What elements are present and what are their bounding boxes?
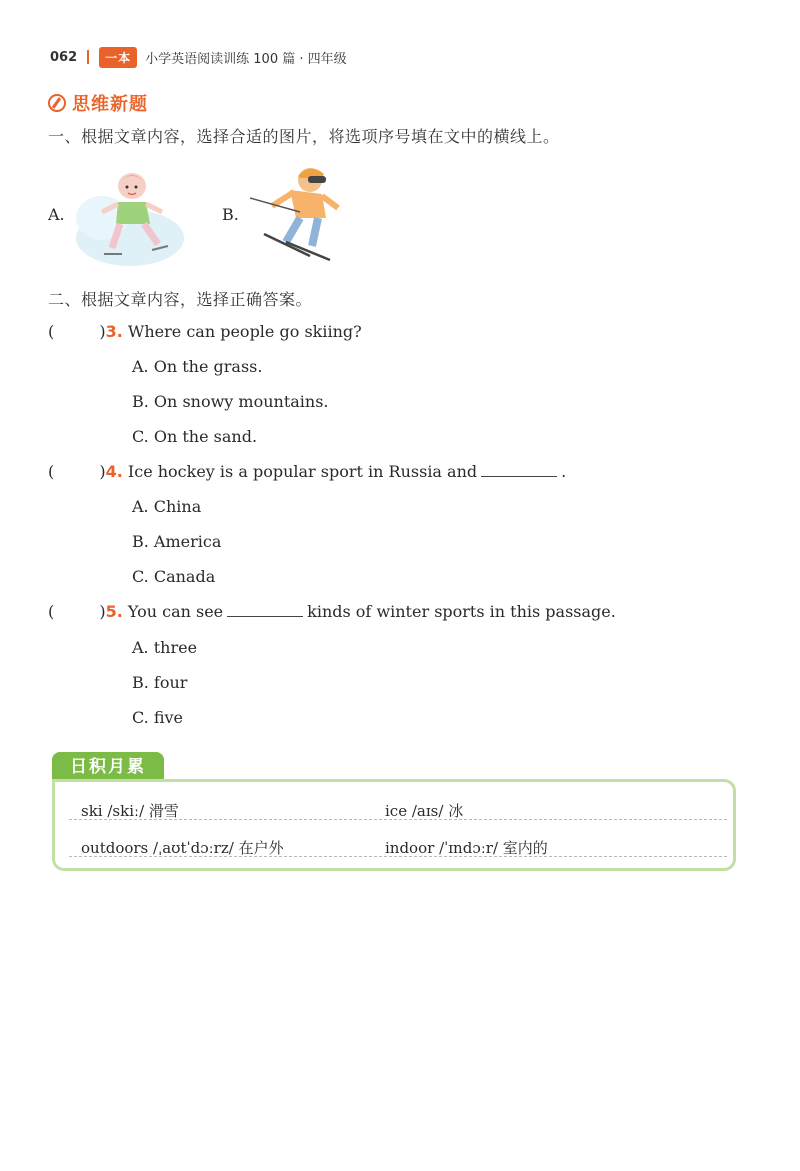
vocab-title: 日积月累 [70,757,146,777]
vocab-word: indoor [385,839,435,857]
choice-3c: C. On the sand. [132,427,258,446]
section-title: 思维新题 [72,94,148,115]
vocab-divider [69,819,727,820]
choice-5a: A. three [132,638,198,657]
vocab-word: outdoors [81,839,149,857]
question-text-before: You can see [127,602,224,621]
vocab-item [81,837,284,858]
part1-instruction: 一、根据文章内容，选择合适的图片，将选项序号填在文中的横线上。 [48,127,560,146]
question-5 [48,602,616,621]
vocab-ipa: /ˌaʊtˈdɔːrz/ [153,839,234,857]
choice-4c: C. Canada [132,567,216,586]
vocab-word: ski [81,802,103,820]
option-a-label: A. [48,205,65,224]
vocab-meaning: 滑雪 [148,802,179,820]
question-number: 3. [105,322,123,341]
question-number: 4. [105,462,123,481]
page-number: 062 [50,49,78,65]
choice-5c: C. five [132,708,184,727]
choice-5b: B. four [132,673,188,692]
vocab-meaning: 在户外 [238,839,284,857]
answer-paren-close: ) [99,322,106,341]
brand-badge: 一本 [99,47,137,68]
answer-paren-open: ( [48,602,55,621]
answer-blank [481,462,557,477]
header-divider [87,50,89,64]
question-text-after: . [561,462,567,481]
part2-instruction: 二、根据文章内容，选择正确答案。 [48,290,313,309]
vocab-item [385,837,548,858]
vocab-tab [52,752,164,782]
choice-3a: A. On the grass. [132,357,263,376]
choice-4a: A. China [132,497,202,516]
question-3 [48,322,362,341]
question-text: Where can people go skiing? [127,322,362,341]
skier-illustration [250,160,346,266]
vocab-meaning: 冰 [448,802,464,820]
vocab-meaning: 室内的 [502,839,548,857]
book-title: 小学英语阅读训练 100 篇 · 四年级 [145,51,347,67]
vocab-word: ice [385,802,408,820]
vocab-ipa: /skiː/ [107,802,145,820]
question-number: 5. [105,602,123,621]
question-text-before: Ice hockey is a popular sport in Russia and [127,462,478,481]
answer-paren-open: ( [48,322,55,341]
vocab-ipa: /ˈɪndɔːr/ [439,839,498,857]
vocab-divider [69,856,727,857]
answer-blank [227,602,303,617]
choice-3b: B. On snowy mountains. [132,392,329,411]
question-text-after: kinds of winter sports in this passage. [307,602,616,621]
pencil-circle-icon [48,94,66,112]
vocab-item [385,800,463,821]
page-header [50,46,347,68]
answer-paren-close: ) [99,462,106,481]
vocab-ipa: /aɪs/ [411,802,444,820]
answer-paren-open: ( [48,462,55,481]
vocab-item [81,800,179,821]
question-4 [48,462,566,481]
section-heading [48,90,148,116]
ice-skating-girl-illustration [72,162,184,268]
answer-paren-close: ) [99,602,106,621]
option-b-label: B. [222,205,239,224]
vocab-box [52,779,736,871]
choice-4b: B. America [132,532,222,551]
